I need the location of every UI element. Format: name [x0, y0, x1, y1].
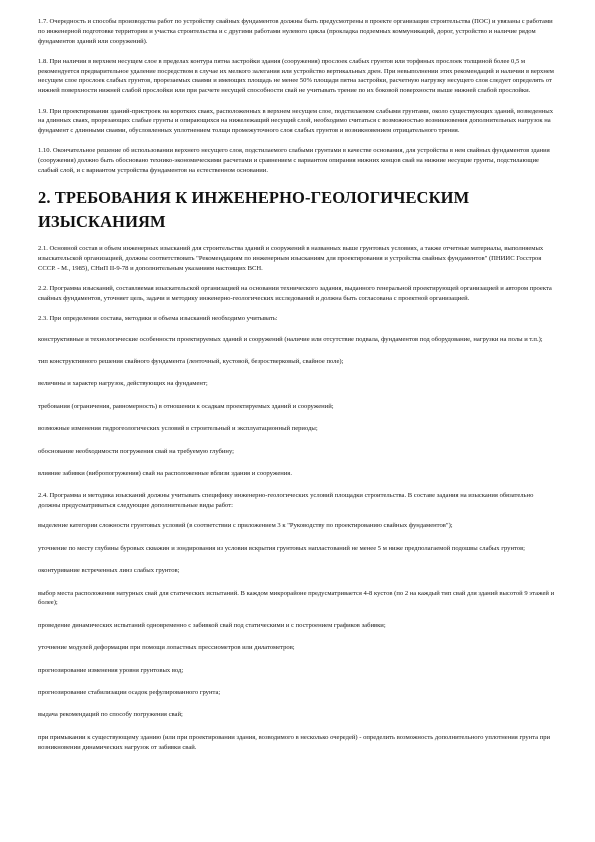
paragraph-2-1: 2.1. Основной состав и объем инженерных изысканий для строительства зданий и сооружений в названных выше грунтовых условиях, а также отчетные материалы, выполняемых изыскательской организацией, должны соответствовать "Рекомендациям по инженерным изысканиям для проектирования и устройства свайных фундаментов" (ПНИИС Госстроя СССР. - М., 1985), СНиП II-9-78 и дополнительным указаниям настоящих ВСН.: [38, 245, 544, 272]
list-item: выбор места расположения натурных свай для статических испытаний. В каждом микрорайоне предусматривается 4-8 кустов (по 2 на каждый тип свай для зданий высотой 9 этажей и более);: [38, 589, 555, 607]
list-item: возможные изменения гидрогеологических условий в строительный и эксплуатационный периоды;: [38, 425, 318, 433]
list-item: обоснование необходимости погружения свай на требуемую глубину;: [38, 447, 234, 455]
list-item: прогнозирование стабилизации осадок рефулированного грунта;: [38, 689, 221, 696]
list-item: влияние забивки (вибропогружения) свай на расположенные вблизи здания и сооружения.: [38, 469, 292, 477]
list-item: величины и характер нагрузок, действующих на фундамент;: [38, 380, 208, 388]
list-item: оконтуривание встреченных линз слабых грунтов;: [38, 567, 180, 575]
paragraph-2-4: 2.4. Программа и методика изысканий должны учитывать специфику инженерно-геологических условий площадки строительства. В составе задания на изыскания обязательно должны предусматриваться следующие дополнительные виды работ:: [38, 492, 534, 510]
list-item: выдача рекомендаций по способу погружения свай;: [38, 711, 183, 719]
paragraph-1-10: 1.10. Окончательное решение об использовании верхнего несущего слоя, подстилаемого слабыми грунтами в качестве основания, для устройства в нем свайных фундаментов здания (сооружения) должно быть обосновано технико-экономическими расчетами и сравнением с вариантом опирания нижних концов свай на нижние несущие грунты, подстилающие слабый слой, и с вариантом устройства фундаментов на естественном основании.: [38, 147, 550, 175]
list-item: требования (ограничения, равномерность) в отношении к осадкам проектируемых зданий и сооружений;: [38, 402, 334, 410]
list-item: уточнение модулей деформации при помощи лопастных прессиометров или дилатометров;: [38, 644, 295, 652]
list-item: тип конструктивного решения свайного фундамента (ленточный, кустовой, безростверковый, свайное поле);: [38, 358, 344, 366]
paragraph-2-3: 2.3. При определении состава, методики и объема изысканий необходимо учитывать:: [38, 315, 278, 323]
paragraph-1-8: 1.8. При наличии в верхнем несущем слое в пределах контура пятна застройки здания (сооружения) прослоек слабых грунтов или торфяных прослоек толщиной более 0,5 м рекомендуется предварительное удаление посредством в случае их мелкого залегания или устройство вертикальных дрен. При невыполнении этих рекомендаций и наличии в верхнем несущем слое прослоек слабых грунтов, прорезаемых сваями и имеющих площадь не менее 50% площади пятна застройки, расчетную нагрузку несущего слоя следует определять от нижней поверхности нижней слабой прослойки или при расчете несущей способности свай не учитывать трение по их боковой поверхности выше нижней слабой прослойки.: [38, 57, 554, 95]
list-item: при примыкании к существующему зданию (или при проектировании здания, возводимого в несколько очередей) - определить возможность дополнительного уплотнения грунта при возникновении динамических нагрузок от забивки свай.: [38, 733, 551, 751]
section-heading: 2. ТРЕБОВАНИЯ К ИНЖЕНЕРНО-ГЕОЛОГИЧЕСКИМ ИЗЫСКАНИЯМ: [38, 188, 470, 232]
list-item: проведение динамических испытаний одновременно с забивкой свай под статическими и с построением графиков забивки;: [38, 621, 386, 629]
paragraph-1-7: 1.7. Очередность и способы производства работ по устройству свайных фундаментов должны быть предусмотрены в проекте организации строительства (ПОС) и увязаны с работами по инженерной подготовке территории и участка строительства и с другими работами нулевого цикла (прокладка подземных коммуникаций, дорог, устройство и наличие рядом фундаментов зданий или сооружений).: [38, 18, 553, 45]
list-item: конструктивные и технологические особенности проектируемых зданий и сооружений (наличие или отсутствие подвала, фундаментов под оборудование, нагрузки на полы и т.п.);: [38, 335, 543, 343]
paragraph-1-9: 1.9. При проектировании зданий-пристроек на коротких сваях, расположенных в верхнем несущем слое, подстилаемом слабыми грунтами, около существующих зданий, возведенных на длинных сваях, прорезающих слабые грунты и опирающихся на нижележащий несущий слой, необходимо считаться с возможностью возникновения дополнительных нагрузок на фундамент с длинными сваями, обусловленных уплотнением толщи промежуточного слоя слабых грунтов и возникновением отрицательного трения.: [38, 107, 553, 135]
paragraph-2-2: 2.2. Программа изысканий, составляемая изыскательской организацией на основании технического задания, выданного генеральной проектирующей организацией и автором проекта свайных фундаментов, уточняет цель, задачи и методику инженерно-геологических исследований и должна быть согласована с проектной организацией.: [38, 285, 552, 303]
list-item: уточнение по месту глубины буровых скважин и зондирования из условия вскрытия грунтовых напластований не менее 5 м ниже предполагаемой подошвы слабых грунтов;: [38, 544, 526, 552]
list-item: прогнозирование изменения уровня грунтовых вод;: [38, 666, 184, 674]
list-item: выделение категории сложности грунтовых условий (в соответствии с приложением 3 к "Руководству по проектированию свайных фундаментов");: [38, 522, 453, 530]
